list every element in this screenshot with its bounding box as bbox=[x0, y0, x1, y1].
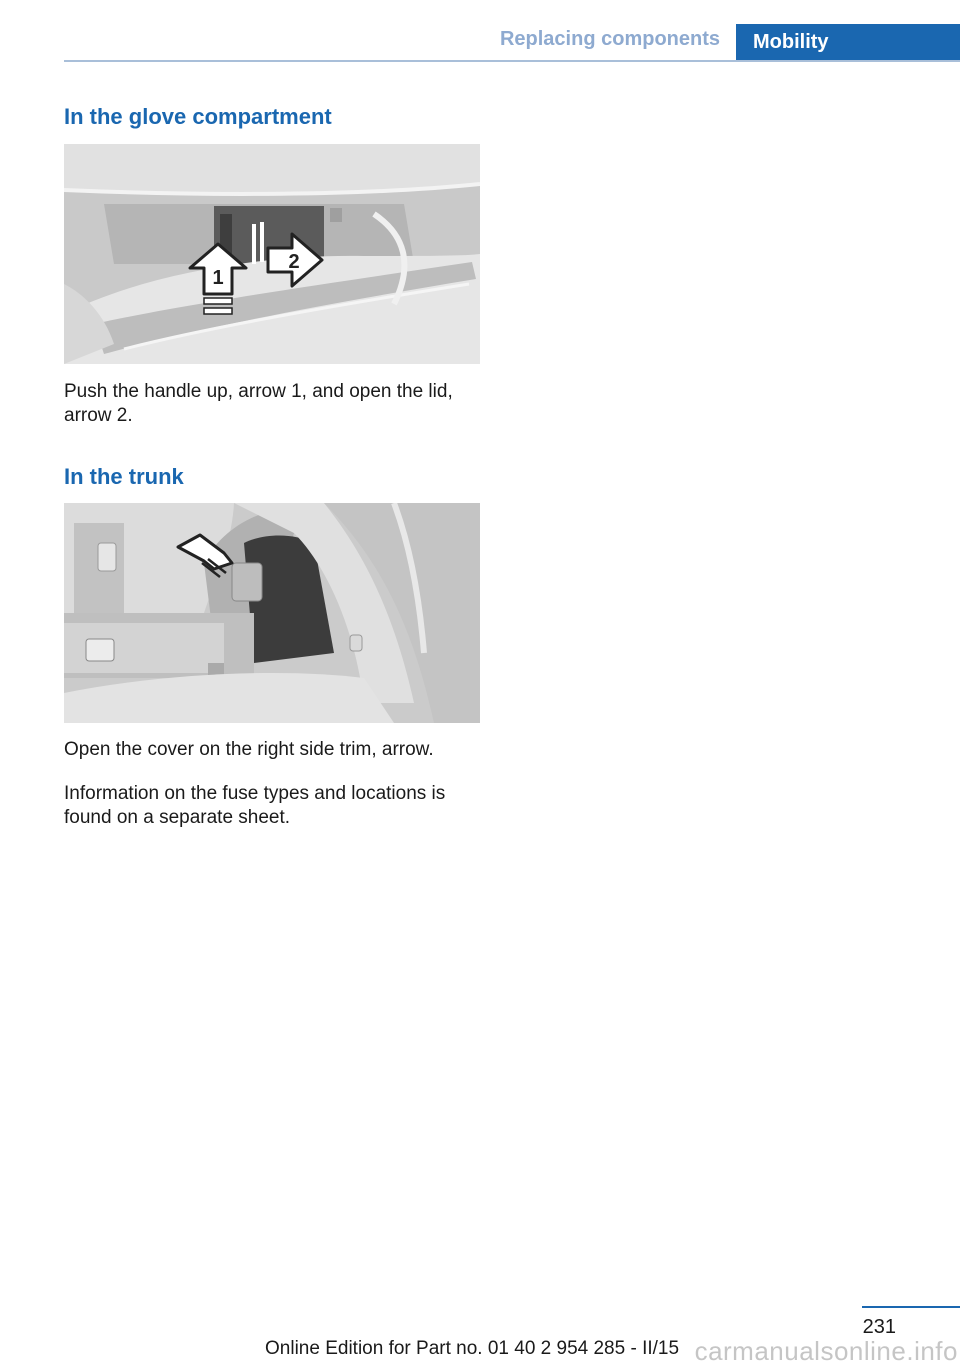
heading-glove-compartment: In the glove compartment bbox=[64, 104, 332, 129]
header-chapter-tab: Mobility bbox=[736, 24, 960, 62]
arrow-1-label: 1 bbox=[212, 267, 224, 289]
glove-compartment-drawing bbox=[64, 144, 480, 364]
heading-trunk: In the trunk bbox=[64, 464, 184, 489]
watermark: carmanualsonline.info bbox=[694, 1336, 958, 1366]
footer-divider bbox=[862, 1306, 960, 1308]
glove-compartment-illustration bbox=[64, 144, 480, 364]
edition-note: Online Edition for Part no. 01 40 2 954 285 - II/15 bbox=[265, 1338, 680, 1359]
glove-compartment-instruction: Push the handle up, arrow 1, and open the lid, arrow 2. bbox=[64, 381, 453, 426]
header-divider bbox=[64, 60, 960, 62]
trunk-drawing bbox=[64, 503, 480, 723]
fuse-information-note: Information on the fuse types and locations is found on a separate sheet. bbox=[64, 783, 446, 828]
page-number: 231 bbox=[862, 1316, 896, 1338]
trunk-illustration bbox=[64, 503, 480, 723]
trunk-instruction: Open the cover on the right side trim, arrow. bbox=[64, 739, 434, 760]
arrow-2-label: 2 bbox=[288, 251, 300, 273]
header-section-title: Replacing components bbox=[499, 28, 720, 50]
